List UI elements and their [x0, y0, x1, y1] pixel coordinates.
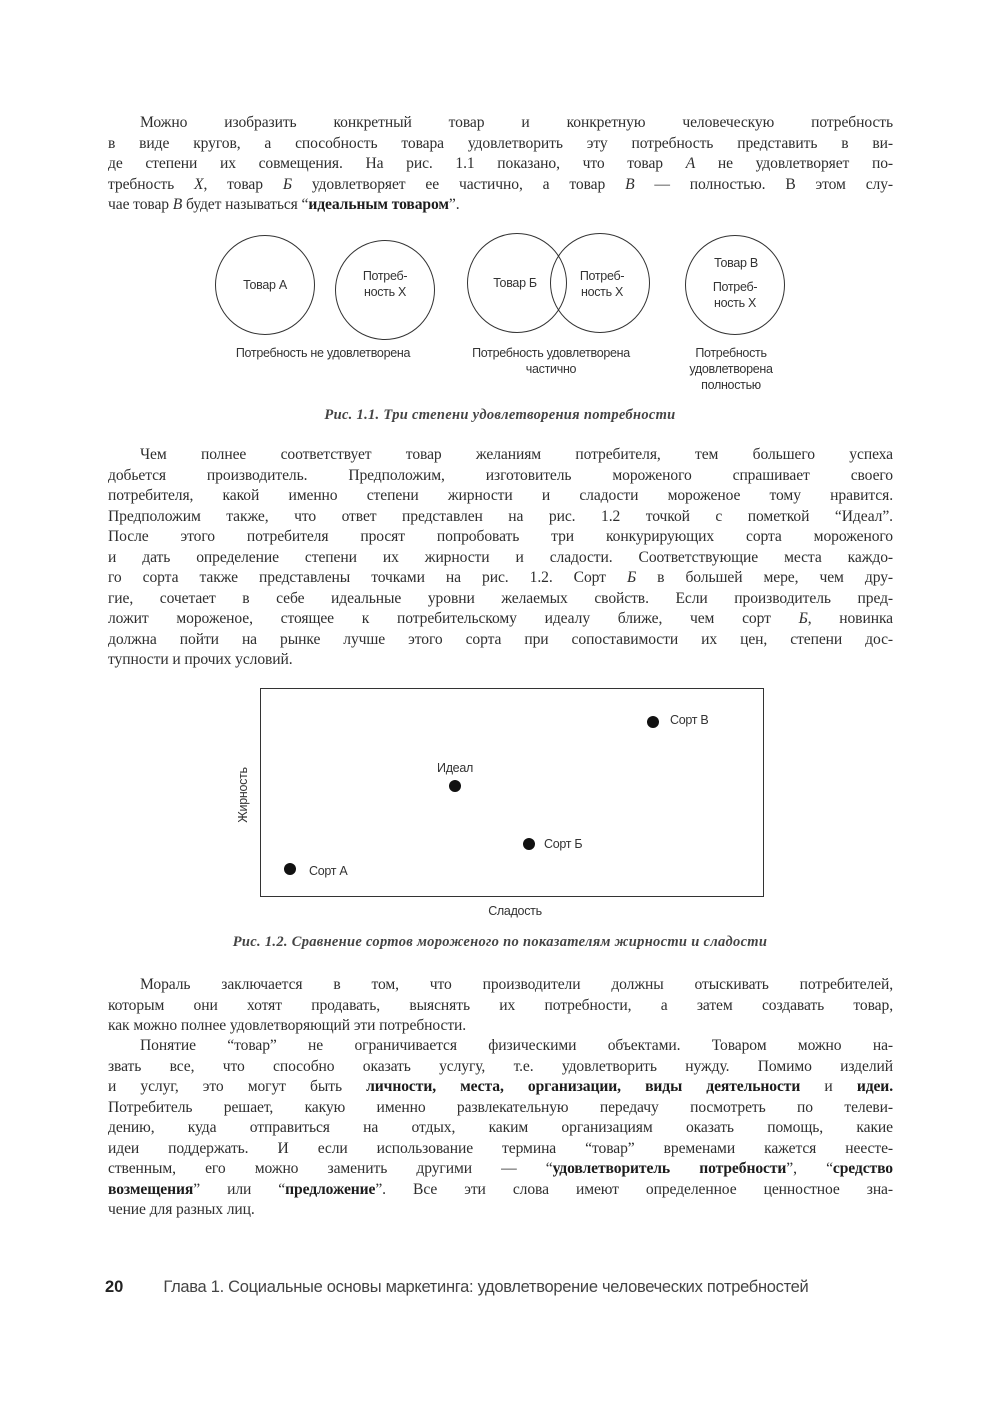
circle-product-b-label: Товар Б [493, 276, 537, 290]
text-line [108, 134, 893, 155]
text-line [108, 1159, 893, 1180]
text-line [108, 527, 893, 548]
text-segment: ложит мороженое, стоящее к потребительскому идеалу ближе, чем сорт [108, 610, 799, 627]
text-line [108, 996, 893, 1017]
text-line [108, 445, 893, 466]
text-segment: как можно полнее удовлетворяющий эти потребности. [108, 1017, 467, 1034]
text-line [108, 548, 893, 569]
circle-product-v-label: Товар В [714, 256, 758, 270]
text-segment: де степени их совмещения. На рис. 1.1 показано, что товар [108, 155, 686, 172]
text-segment: Предположим также, что ответ представлен на рис. 1.2 точкой с пометкой “Идеал”. [108, 507, 893, 525]
label-fully-satisfied: Потребность удовлетворена полностью [689, 346, 773, 392]
point-sort-b-label: Сорт Б [544, 837, 583, 851]
text-segment: не удовлетворяет по- [695, 155, 893, 172]
text-segment: В [625, 175, 635, 193]
text-line [108, 650, 893, 671]
circle-need-x-2-label: Потреб- ность X [579, 269, 625, 299]
text-line [108, 1016, 893, 1037]
circle-product-a-label: Товар А [243, 278, 287, 292]
point-sort-v-label: Сорт В [670, 713, 709, 727]
text-segment: , новинка [807, 610, 894, 627]
text-line [108, 1200, 893, 1221]
text-segment: X [194, 175, 204, 193]
text-segment: В [172, 196, 183, 213]
text-segment: идеальным товаром [308, 196, 449, 213]
text-segment: должна пойти на рынке лучше этого сорта при сопоставимости их цен, степени дос- [108, 630, 893, 648]
text-segment: чение для разных лиц. [108, 1201, 255, 1218]
paragraph-4 [108, 1036, 893, 1221]
text-segment: идеи. [856, 1078, 893, 1095]
text-segment: удовлетворяет ее частично, а товар [291, 175, 626, 193]
text-segment: в большей мере, чем дру- [636, 569, 893, 586]
circle-need-x-1-label: Потреб- ность X [362, 269, 408, 299]
text-segment: предложение [285, 1180, 376, 1198]
text-segment: будет называться “ [182, 196, 309, 213]
text-segment: ”, “ [786, 1160, 833, 1177]
text-line [108, 1057, 893, 1078]
text-segment: чае товар [108, 196, 173, 213]
figure-1-1-caption: Рис. 1.1. Три степени удовлетворения потребности [324, 407, 676, 423]
text-segment: ” или “ [193, 1180, 286, 1198]
text-segment: Мораль заключается в том, что производители должны отыскивать потребителей, [140, 976, 893, 993]
text-segment: го сорта также представлены точками на рис. 1.2. Сорт [108, 569, 627, 586]
text-segment: дению, куда отправиться на отдых, каким организациям оказать помощь, какие [108, 1119, 893, 1136]
text-segment: и услуг, это могут быть [108, 1078, 367, 1095]
paragraph-2 [108, 445, 893, 671]
text-segment: гие, сочетает в себе идеальные уровни желаемых свойств. Если производитель пред- [108, 589, 893, 607]
text-segment: — полностью. В этом слу- [634, 175, 893, 193]
text-line [108, 975, 893, 996]
figure-1-2-caption: Рис. 1.2. Сравнение сортов мороженого по показателям жирности и сладости [232, 934, 768, 950]
text-segment: Б [626, 569, 637, 586]
text-segment: и [800, 1078, 857, 1095]
page-number: 20 [105, 1278, 124, 1296]
text-line [108, 507, 893, 528]
text-line [108, 1118, 893, 1139]
text-line [108, 1036, 893, 1057]
text-segment: личности, места, организации, виды деятельности [366, 1078, 801, 1095]
text-segment: После этого потребителя просят попробовать три конкурирующих сорта мороженого [108, 528, 893, 545]
text-segment: потребителя, какой именно степени жирности и сладости мороженое тому нравится. [108, 487, 893, 504]
text-segment: Можно изобразить конкретный товар и конкретную человеческую потребность [140, 114, 893, 131]
text-segment: ”. [448, 196, 460, 213]
text-segment: , товар [203, 175, 283, 193]
text-segment: ственным, его можно заменить другими — “ [108, 1160, 553, 1177]
text-segment: А [685, 155, 696, 172]
text-segment: ”. Все эти слова имеют определенное ценностное зна- [375, 1180, 893, 1198]
paragraph-1 [108, 113, 893, 216]
text-segment: добьется производитель. Предположим, изготовитель мороженого спрашивает своего [108, 466, 893, 484]
text-line [108, 1139, 893, 1160]
text-segment: которым они хотят продавать, выяснять их потребности, а затем создавать товар, [108, 996, 893, 1014]
text-segment: идеи поддержать. И если использование термина “товар” временами кажется неесте- [108, 1139, 893, 1157]
text-line [108, 589, 893, 610]
text-segment: удовлетворитель потребности [552, 1160, 787, 1177]
text-segment: в виде кругов, а способность товара удовлетворить эту потребность представить в ви- [108, 134, 893, 152]
text-segment: Чем полнее соответствует товар желаниям потребителя, тем большего успеха [140, 446, 893, 463]
text-segment: требность [108, 175, 195, 193]
text-line [108, 195, 893, 216]
text-line [108, 630, 893, 651]
text-segment: средство [832, 1160, 893, 1177]
text-segment: и дать определение степени их жирности и сладости. Соответствующие места каждо- [108, 548, 893, 566]
text-segment: звать все, что способно оказать услугу, т.е. удовлетворить нужду. Помимо изделий [108, 1057, 893, 1075]
text-segment: тупности и прочих условий. [108, 651, 293, 668]
page-footer [105, 1278, 808, 1297]
text-line [108, 1180, 893, 1201]
text-line [108, 1077, 893, 1098]
circle-product-v-need-label: Потреб- ность X [712, 280, 758, 310]
text-line [108, 154, 893, 175]
text-segment: Б [798, 610, 808, 627]
label-partially-satisfied: Потребность удовлетворена частично [472, 346, 630, 376]
text-line [108, 113, 893, 134]
text-line [108, 466, 893, 487]
running-header-chapter: Глава 1. Социальные основы маркетинга: удовлетворение человеческих потребностей [163, 1278, 809, 1296]
point-sort-v [647, 716, 659, 728]
text-segment: возмещения [108, 1180, 194, 1198]
point-sort-b [523, 838, 535, 850]
text-line [108, 175, 893, 196]
x-axis-label: Сладость [488, 904, 542, 918]
text-line [108, 1098, 893, 1119]
point-sort-a-label: Сорт А [309, 864, 348, 878]
y-axis-label: Жирность [236, 767, 250, 823]
paragraph-3 [108, 975, 893, 1037]
label-not-satisfied: Потребность не удовлетворена [235, 346, 411, 360]
text-line [108, 486, 893, 507]
point-ideal-label: Идеал [437, 761, 473, 775]
text-line [108, 609, 893, 630]
point-sort-a [284, 863, 296, 875]
text-segment: Б [282, 175, 292, 193]
point-ideal [449, 780, 461, 792]
text-segment: Понятие “товар” не ограничивается физическими объектами. Товаром можно на- [140, 1037, 893, 1054]
text-line [108, 568, 893, 589]
text-segment: Потребитель решает, какую именно развлекательную передачу посмотреть по телеви- [108, 1098, 893, 1116]
